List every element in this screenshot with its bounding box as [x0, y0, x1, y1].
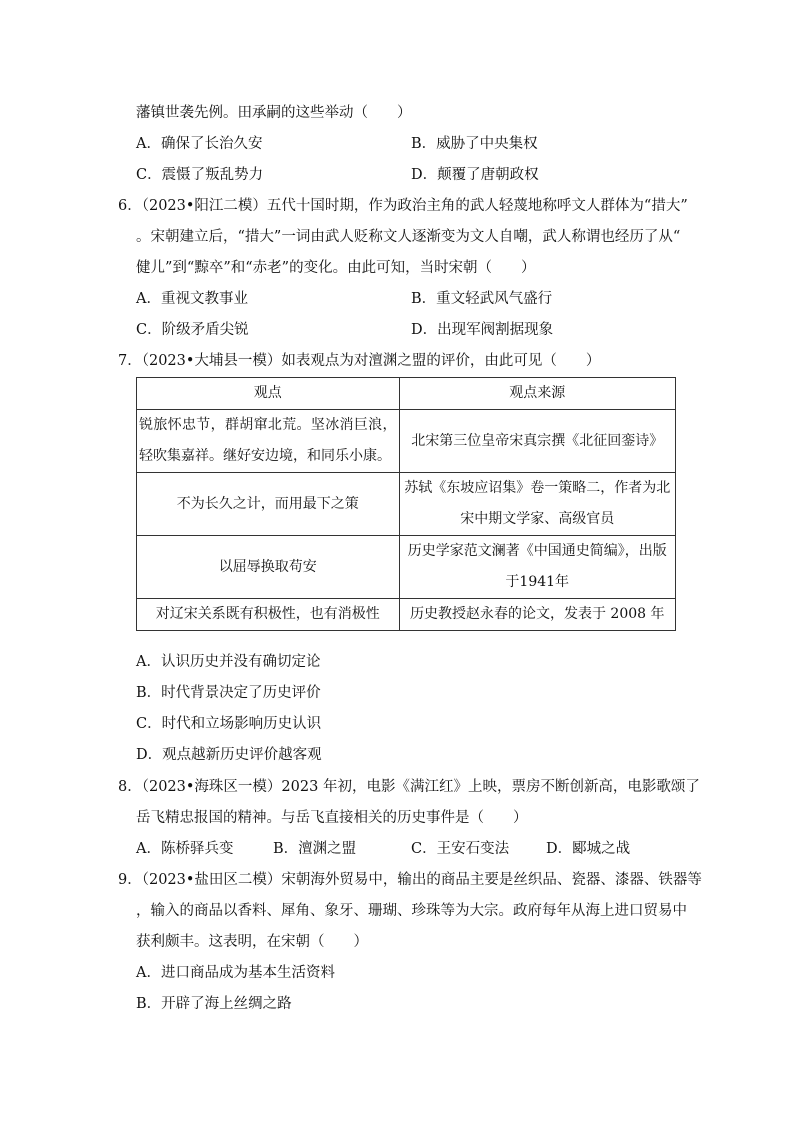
q6-stem-line-3: 健儿”到“黥卒”和“赤老”的变化。由此可知，当时宋朝（ ） [136, 260, 536, 276]
q7-table [136, 377, 676, 631]
q6-option-b[interactable]: B．重文轻武风气盛行 [411, 291, 553, 307]
table-header-row [137, 378, 676, 410]
q6-stem-line-2: 。宋朝建立后，“措大”一词由武人贬称文人逐渐变为文人自嘲，武人称谓也经历了从“ [136, 229, 681, 245]
table-cell-source: 苏轼《东坡应诏集》卷一策略二，作者为北宋中期文学家、高级官员 [399, 473, 676, 536]
q7-option-d[interactable]: D．观点越新历史评价越客观 [136, 747, 322, 763]
table-row [137, 536, 676, 599]
table-row [137, 599, 676, 631]
table-cell-source: 历史教授赵永春的论文，发表于 2008 年 [399, 599, 676, 631]
table-row [137, 473, 676, 536]
q5-stem-tail: 藩镇世袭先例。田承嗣的这些举动（ ） [136, 105, 412, 121]
table-cell-viewpoint: 以屈辱换取苟安 [137, 536, 400, 599]
q8-stem-line-2: 岳飞精忠报国的精神。与岳飞直接相关的历史事件是（ ） [136, 810, 528, 826]
q7-option-a[interactable]: A．认识历史并没有确切定论 [136, 654, 321, 670]
q5-option-b[interactable]: B．威胁了中央集权 [411, 136, 538, 152]
table-row [137, 410, 676, 473]
q5-option-c[interactable]: C．震慑了叛乱势力 [136, 167, 264, 183]
q8-option-d[interactable]: D．郾城之战 [546, 841, 631, 857]
q6-option-d[interactable]: D．出现军阀割据现象 [411, 322, 554, 338]
table-header-source: 观点来源 [399, 378, 676, 410]
table-cell-viewpoint: 对辽宋关系既有积极性，也有消极性 [137, 599, 400, 631]
q9-stem-line-1: 9．（2023•盐田区二模）宋朝海外贸易中，输出的商品主要是丝织品、瓷器、漆器、铁器等 [118, 872, 702, 888]
q9-stem-line-3: 获利颇丰。这表明，在宋朝（ ） [136, 934, 368, 950]
q7-stem: 7．（2023•大埔县一模）如表观点为对澶渊之盟的评价，由此可见（ ） [118, 353, 601, 369]
table-cell-source: 历史学家范文澜著《中国通史简编》，出版于1941年 [399, 536, 676, 599]
q6-stem-line-1: 6．（2023•阳江二模）五代十国时期，作为政治主角的武人轻蔑地称呼文人群体为“措大” [118, 198, 688, 214]
q7-option-c[interactable]: C．时代和立场影响历史认识 [136, 716, 322, 732]
table-cell-source: 北宋第三位皇帝宋真宗撰《北征回銮诗》 [399, 410, 676, 473]
table-cell-viewpoint: 不为长久之计，而用最下之策 [137, 473, 400, 536]
q5-option-a[interactable]: A．确保了长治久安 [136, 136, 263, 152]
q9-option-b[interactable]: B．开辟了海上丝绸之路 [136, 996, 292, 1012]
table-header-viewpoint: 观点 [137, 378, 400, 410]
q8-stem-line-1: 8．（2023•海珠区一模）2023 年初，电影《满江红》上映，票房不断创新高，电影歌颂了 [118, 779, 700, 795]
q8-option-b[interactable]: B．澶渊之盟 [273, 841, 357, 857]
table-cell-viewpoint: 锐旅怀忠节，群胡窜北荒。坚冰消巨浪，轻吹集嘉祥。继好安边境，和同乐小康。 [137, 410, 400, 473]
q9-option-a[interactable]: A．进口商品成为基本生活资料 [136, 965, 335, 981]
q6-option-c[interactable]: C．阶级矛盾尖锐 [136, 322, 249, 338]
q8-option-c[interactable]: C．王安石变法 [411, 841, 510, 857]
q6-option-a[interactable]: A．重视文教事业 [136, 291, 248, 307]
q5-option-d[interactable]: D．颠覆了唐朝政权 [411, 167, 539, 183]
q9-stem-line-2: ，输入的商品以香料、犀角、象牙、珊瑚、珍珠等为大宗。政府每年从海上进口贸易中 [136, 903, 687, 919]
q8-option-a[interactable]: A．陈桥驿兵变 [136, 841, 234, 857]
q7-option-b[interactable]: B．时代背景决定了历史评价 [136, 685, 321, 701]
